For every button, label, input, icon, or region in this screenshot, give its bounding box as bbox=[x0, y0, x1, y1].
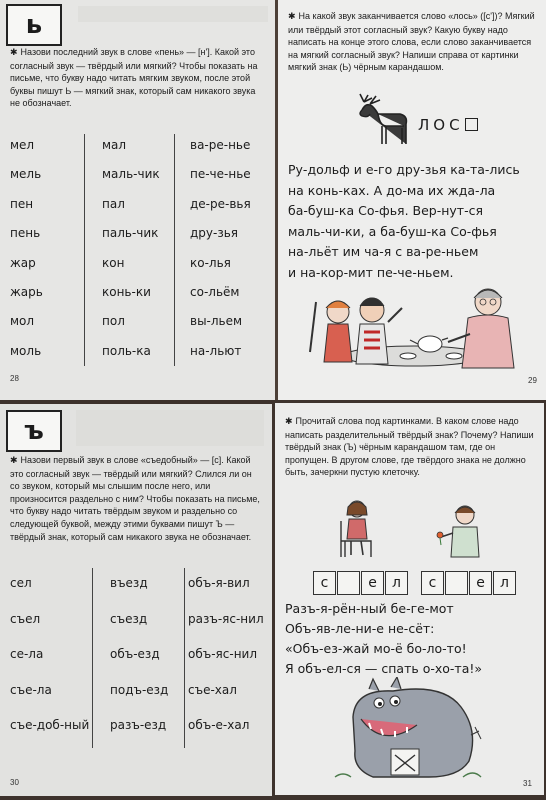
word: ва-ре-нье bbox=[190, 138, 251, 152]
word: объ-е-хал bbox=[188, 718, 250, 732]
page-number: 30 bbox=[10, 778, 19, 787]
word: съел bbox=[10, 611, 41, 626]
poem-line: Объ-яв-ле-ни-е не-сёт: bbox=[285, 621, 435, 636]
word-column-1 bbox=[10, 576, 89, 754]
word: мол bbox=[10, 314, 35, 329]
instruction-text: Назови первый звук в слове «съедобный» — [с]. Какой это согласный звук — твёрдый или мягкий? Слился ли он со звуком, который мы слышим после него, или произносится раздельно с ним? Чтобы показать на письме, что букву надо читать твёрдым звуком и раздельно со следующей буквой, между этими буквами пишут Ъ — твёрдый знак, который сам никакого звука не обозначает. bbox=[10, 455, 260, 542]
page-31 bbox=[275, 403, 544, 795]
word-column-2 bbox=[110, 576, 168, 754]
story-line: маль-чи-ки, а ба-буш-ка Со-фья bbox=[288, 223, 497, 239]
word: жарь bbox=[10, 284, 43, 299]
asterisk-icon: ✱ bbox=[10, 456, 18, 466]
instruction-paragraph bbox=[285, 415, 537, 479]
word: въезд bbox=[110, 576, 148, 590]
word: кон bbox=[102, 255, 125, 270]
moose-word bbox=[418, 116, 478, 134]
word: съезд bbox=[110, 611, 148, 626]
word: подъ-езд bbox=[110, 682, 169, 697]
page-30 bbox=[0, 404, 272, 796]
word: пень bbox=[10, 226, 41, 241]
word: конь-ки bbox=[102, 284, 151, 299]
word: дру-зья bbox=[190, 226, 239, 241]
story-line: на-льёт им ча-я с ва-ре-ньем bbox=[288, 244, 479, 259]
word: де-ре-вья bbox=[190, 196, 251, 211]
word: мел bbox=[10, 138, 35, 152]
hippo-illustration bbox=[333, 677, 483, 783]
letter-hard-sign-box: ъ bbox=[6, 410, 62, 452]
word: объ-яс-нил bbox=[188, 647, 258, 661]
word-column-3 bbox=[188, 576, 264, 754]
boy-with-flower-illustration bbox=[435, 501, 491, 559]
letter-cell: с bbox=[313, 571, 336, 595]
letter-soft-sign-box: ь bbox=[6, 4, 62, 46]
poem-text bbox=[285, 599, 537, 679]
story-text bbox=[288, 160, 540, 283]
word: разъ-яс-нил bbox=[188, 611, 264, 626]
word: сел bbox=[10, 576, 32, 590]
book-spread-bottom bbox=[0, 400, 546, 800]
bleed-through-text bbox=[78, 6, 268, 22]
children-grandmother-illustration bbox=[302, 282, 526, 374]
column-divider bbox=[84, 134, 85, 366]
word: пе-че-нье bbox=[190, 167, 251, 182]
word: ко-лья bbox=[190, 255, 231, 270]
word: объ-езд bbox=[110, 647, 160, 661]
story-line: Ру-дольф и е-го дру-зья ка-та-лись bbox=[288, 162, 520, 177]
instruction-paragraph bbox=[10, 454, 262, 543]
column-divider bbox=[184, 568, 185, 748]
word: съе-ла bbox=[10, 682, 52, 697]
word-cells-left bbox=[313, 571, 408, 595]
word-column-2 bbox=[102, 138, 160, 373]
word: паль-чик bbox=[102, 226, 159, 241]
asterisk-icon: ✱ bbox=[10, 48, 18, 58]
word: мал bbox=[102, 138, 127, 152]
instruction-text: Назови последний звук в слове «пень» — [н']. Какой это согласный звук — твёрдый или мягкий? Чтобы показать на письме, что букву надо читать мягким звуком, после этой буквы пишут Ь — мягкий знак, который сам никакого звука не обозначает. bbox=[10, 47, 258, 109]
word: маль-чик bbox=[102, 167, 160, 182]
word: се-ла bbox=[10, 647, 44, 661]
word-column-1 bbox=[10, 138, 43, 373]
word-column-3 bbox=[190, 138, 251, 373]
instruction-paragraph bbox=[10, 46, 265, 110]
page-28 bbox=[0, 0, 275, 400]
word: съе-доб-ный bbox=[10, 718, 90, 732]
word: со-льём bbox=[190, 284, 240, 299]
word: мель bbox=[10, 167, 42, 182]
page-29 bbox=[278, 0, 546, 400]
letter-cell: е bbox=[361, 571, 384, 595]
word: моль bbox=[10, 343, 42, 358]
column-divider bbox=[92, 568, 93, 748]
poem-line: «Объ-ез-жай мо-ё бо-ло-то! bbox=[285, 641, 467, 656]
asterisk-icon: ✱ bbox=[288, 12, 296, 22]
word: жар bbox=[10, 255, 36, 270]
letter-cell: с bbox=[421, 571, 444, 595]
empty-letter-box[interactable] bbox=[465, 118, 478, 131]
empty-letter-cell[interactable] bbox=[337, 571, 360, 595]
word: пол bbox=[102, 314, 125, 329]
letter-cell: е bbox=[469, 571, 492, 595]
story-line: и на-кор-мит пе-че-ньем. bbox=[288, 264, 454, 280]
story-line: на конь-ках. А до-ма их жда-ла bbox=[288, 182, 496, 198]
page-number: 28 bbox=[10, 374, 19, 383]
word-cells-right bbox=[421, 571, 516, 595]
letter-cell: л bbox=[493, 571, 516, 595]
word: объ-я-вил bbox=[188, 576, 250, 590]
letter-cell: л bbox=[385, 571, 408, 595]
page-number: 29 bbox=[528, 376, 537, 385]
instruction-text: Прочитай слова под картинками. В каком слове надо написать разделительный твёрдый знак? Почему? Напиши твёрдый знак (Ъ) чёрным карандашом там, где он пропущен. В другом слове, где твёрдого знака не должно быть, зачеркни пустую клеточку. bbox=[285, 416, 534, 478]
bleed-through-text bbox=[76, 410, 264, 446]
word: вы-льем bbox=[190, 314, 243, 329]
page-number: 31 bbox=[523, 779, 532, 788]
instruction-text: На какой звук заканчивается слово «лось» ([с'])? Мягкий или твёрдый этот согласный звук? Какую букву надо написать на конце этого слова, если слово заканчивается на мягкий согласный звук? Напиши справа от картинки мягкий знак (Ь) чёрным карандашом. bbox=[288, 11, 535, 73]
empty-letter-cell[interactable] bbox=[445, 571, 468, 595]
story-line: ба-буш-ка Со-фья. Вер-нут-ся bbox=[288, 203, 483, 218]
instruction-paragraph bbox=[288, 10, 540, 74]
word: разъ-езд bbox=[110, 718, 167, 732]
word: поль-ка bbox=[102, 343, 151, 358]
poem-line: Я объ-ел-ся — спать о-хо-та!» bbox=[285, 661, 483, 676]
moose-illustration bbox=[356, 92, 412, 148]
word: пен bbox=[10, 196, 34, 211]
girl-sitting-illustration bbox=[337, 497, 377, 559]
poem-line: Разъ-я-рён-ный бе-ге-мот bbox=[285, 601, 454, 616]
word-letters: ЛОС bbox=[418, 116, 464, 134]
word: на-льют bbox=[190, 343, 242, 358]
word: пал bbox=[102, 196, 125, 211]
column-divider bbox=[174, 134, 175, 366]
word: съе-хал bbox=[188, 682, 237, 697]
asterisk-icon: ✱ bbox=[285, 417, 293, 427]
